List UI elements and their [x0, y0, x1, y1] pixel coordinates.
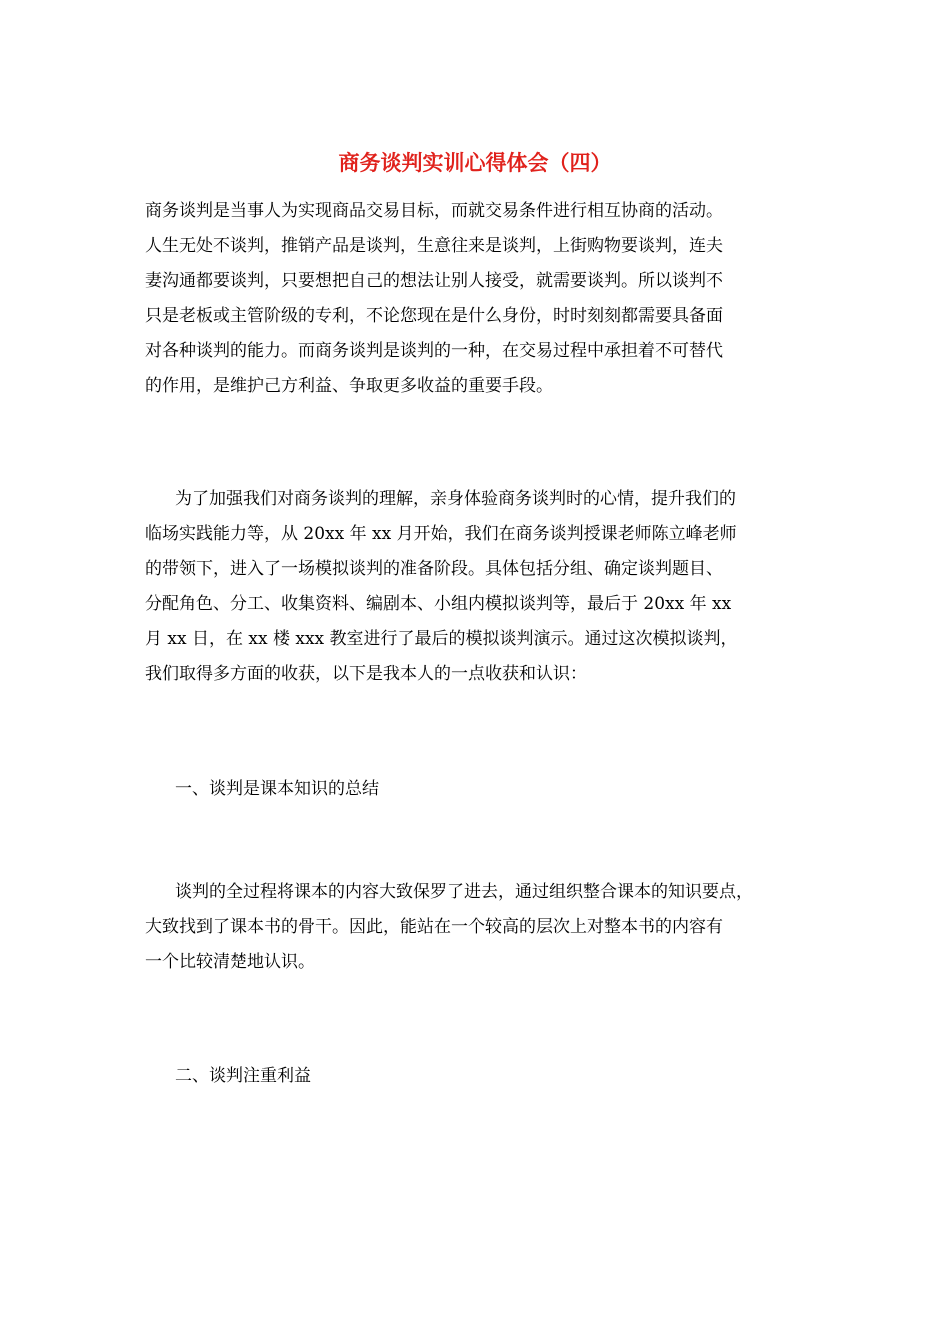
- paragraph-2-line-5: 月 xx 日，在 xx 楼 xxx 教室进行了最后的模拟谈判演示。通过这次模拟谈判，: [145, 629, 738, 649]
- paragraph-1-line-6: 的作用，是维护己方利益、争取更多收益的重要手段。: [145, 376, 553, 396]
- paragraph-2-line-4: 分配角色、分工、收集资料、编剧本、小组内模拟谈判等，最后于 20xx 年 xx: [145, 594, 732, 614]
- paragraph-1-line-5: 对各种谈判的能力。而商务谈判是谈判的一种，在交易过程中承担着不可替代: [145, 341, 723, 361]
- paragraph-2-line-3: 的带领下，进入了一场模拟谈判的准备阶段。具体包括分组、确定谈判题目、: [145, 559, 723, 579]
- paragraph-2-line-6: 我们取得多方面的收获，以下是我本人的一点收获和认识：: [145, 664, 587, 684]
- paragraph-1-line-2: 人生无处不谈判，推销产品是谈判，生意往来是谈判，上街购物要谈判，连夫: [145, 236, 723, 256]
- paragraph-3-line-3: 一个比较清楚地认识。: [145, 952, 315, 972]
- paragraph-3-line-1: 谈判的全过程将课本的内容大致保罗了进去，通过组织整合课本的知识要点，: [175, 882, 753, 902]
- paragraph-1-line-1: 商务谈判是当事人为实现商品交易目标，而就交易条件进行相互协商的活动。: [145, 201, 723, 221]
- paragraph-2-line-1: 为了加强我们对商务谈判的理解，亲身体验商务谈判时的心情，提升我们的: [175, 489, 736, 509]
- paragraph-3-line-2: 大致找到了课本书的骨干。因此，能站在一个较高的层次上对整本书的内容有: [145, 917, 723, 937]
- document-title: 商务谈判实训心得体会（四）: [338, 150, 612, 175]
- paragraph-2-line-2: 临场实践能力等，从 20xx 年 xx 月开始，我们在商务谈判授课老师陈立峰老师: [145, 524, 737, 544]
- section-heading-1: 一、谈判是课本知识的总结: [175, 779, 379, 799]
- paragraph-1-line-4: 只是老板或主管阶级的专利，不论您现在是什么身份，时时刻刻都需要具备面: [145, 306, 723, 326]
- section-heading-2: 二、谈判注重利益: [175, 1066, 311, 1086]
- paragraph-1-line-3: 妻沟通都要谈判，只要想把自己的想法让别人接受，就需要谈判。所以谈判不: [145, 271, 723, 291]
